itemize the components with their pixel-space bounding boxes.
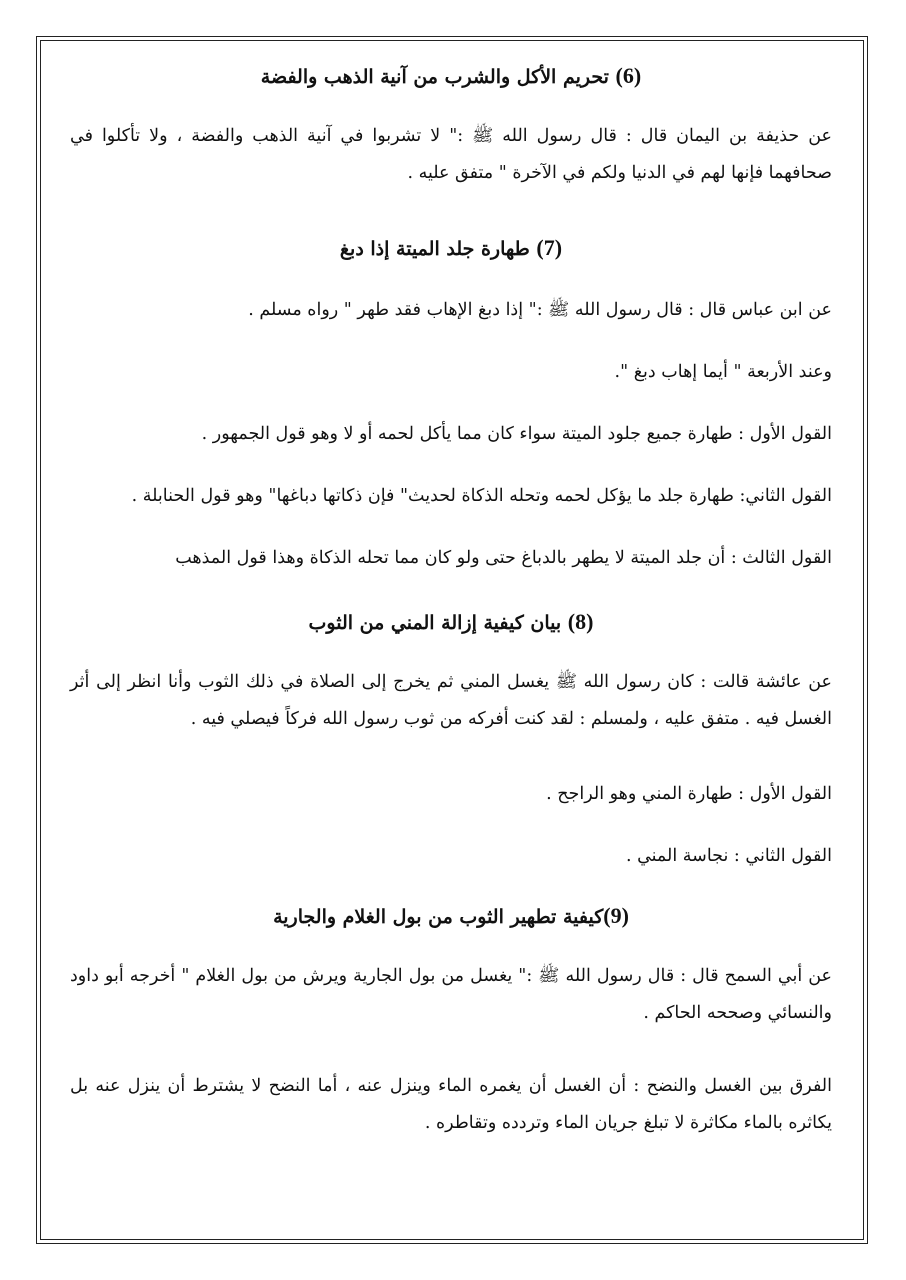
text-paragraph: وعند الأربعة " أيما إهاب دبغ ". xyxy=(614,362,832,382)
hadith-paragraph: عن ابن عباس قال : قال رسول الله ﷺ :" إذا دبغ الإهاب فقد طهر " رواه مسلم . xyxy=(248,300,832,320)
section-title: طهارة جلد الميتة إذا دبغ xyxy=(339,238,530,260)
section-title: كيفية تطهير الثوب من بول الغلام والجارية xyxy=(273,906,604,928)
opinion-paragraph: القول الأول : طهارة جميع جلود الميتة سواء كان مما يأكل لحمه أو لا وهو قول الجمهور . xyxy=(201,424,832,444)
section-title: تحريم الأكل والشرب من آنية الذهب والفضة xyxy=(260,66,609,88)
text-paragraph: الفرق بين الغسل والنضح : أن الغسل أن يغمره الماء وينزل عنه ، أما النضح لا يشترط أن ينزل عنه بل يكاثره بالماء مكاثرة لا تبلغ جريان الماء وتردده وتقاطره . xyxy=(70,1076,832,1133)
opinion-paragraph: القول الثالث : أن جلد الميتة لا يطهر بالدباغ حتى ولو كان مما تحله الذكاة وهذا قول المذهب xyxy=(175,548,832,568)
section-number: (7) xyxy=(536,235,563,260)
section-number: (6) xyxy=(615,63,642,88)
section-heading-9 xyxy=(70,898,832,933)
section-heading-8 xyxy=(70,604,832,639)
section-number: (8) xyxy=(567,609,594,634)
opinion-paragraph: القول الثاني : نجاسة المني . xyxy=(625,846,832,866)
hadith-paragraph: عن عائشة قالت : كان رسول الله ﷺ يغسل المني ثم يخرج إلى الصلاة في ذلك الثوب وأنا انظر إلى أثر الغسل فيه . متفق عليه ، ولمسلم : لقد كنت أفركه من ثوب رسول الله فركاً فيصلي فيه . xyxy=(70,672,832,729)
section-heading-7 xyxy=(70,230,832,265)
opinion-paragraph: القول الثاني: طهارة جلد ما يؤكل لحمه وتحله الذكاة لحديث" فإن ذكاتها دباغها" وهو قول الحنابلة . xyxy=(131,486,832,506)
hadith-paragraph: عن حذيفة بن اليمان قال : قال رسول الله ﷺ :" لا تشربوا في آنية الذهب والفضة ، ولا تأكلوا في صحافهما فإنها لهم في الدنيا ولكم في الآخرة " متفق عليه . xyxy=(70,126,832,183)
section-title: بيان كيفية إزالة المني من الثوب xyxy=(308,612,562,634)
section-number: (9) xyxy=(603,903,629,928)
section-heading-6 xyxy=(70,58,832,93)
hadith-paragraph: عن أبي السمح قال : قال رسول الله ﷺ :" يغسل من بول الجارية ويرش من بول الغلام " أخرجه أبو داود والنسائي وصححه الحاكم . xyxy=(70,966,832,1023)
page-border-inner xyxy=(40,40,864,1240)
opinion-paragraph: القول الأول : طهارة المني وهو الراجح . xyxy=(546,784,832,804)
